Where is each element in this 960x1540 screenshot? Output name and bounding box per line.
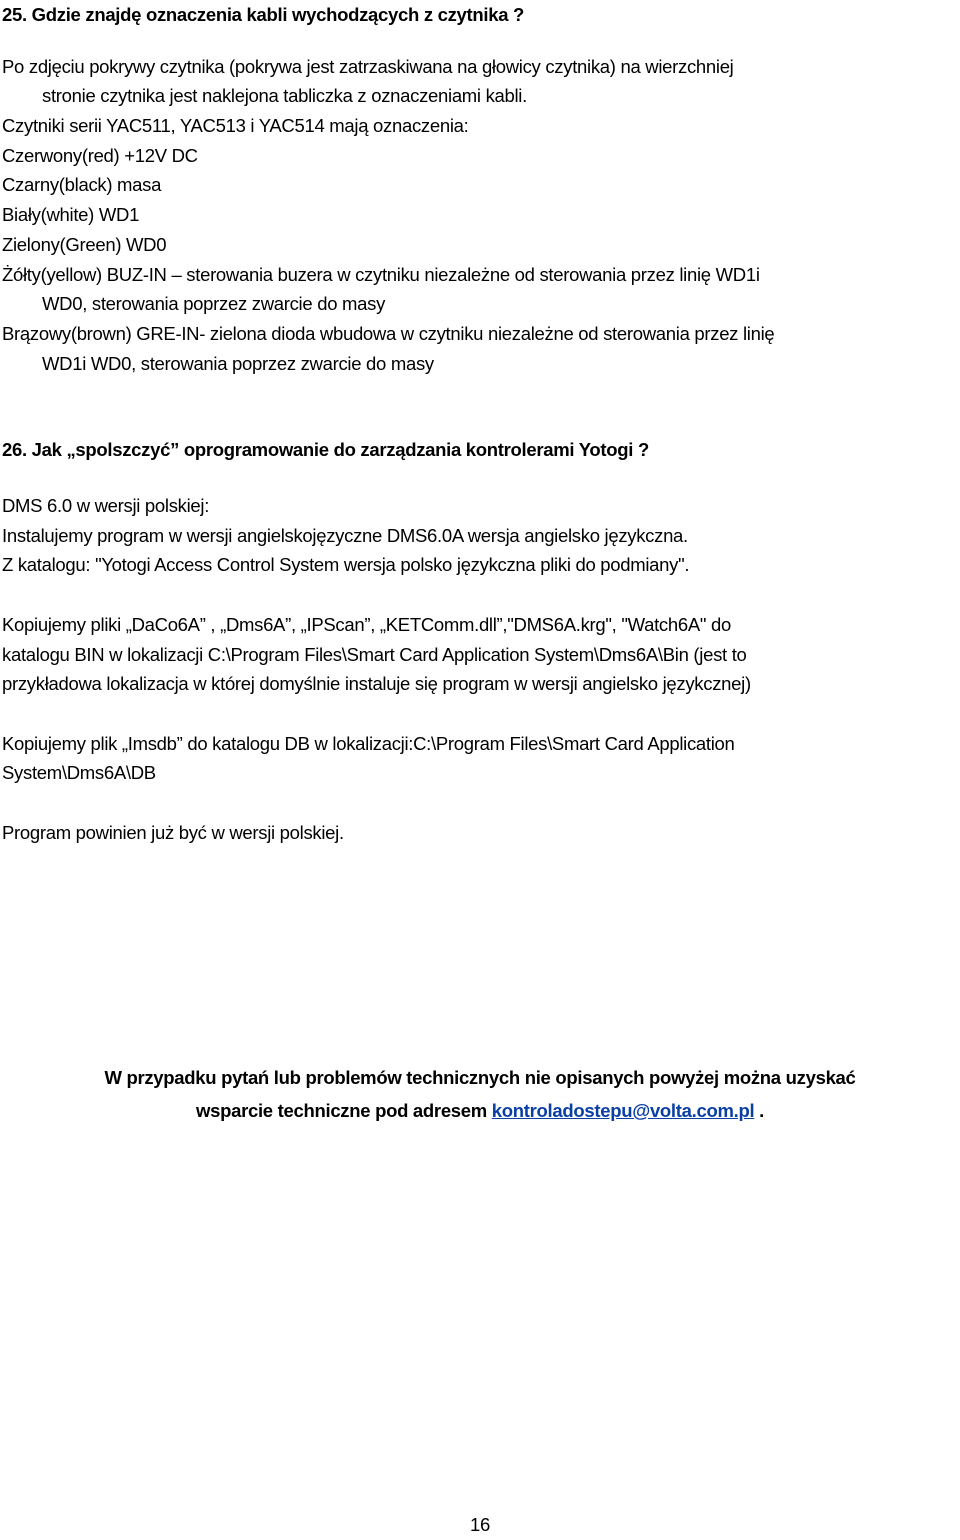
wire-green: Zielony(Green) WD0 <box>2 234 167 255</box>
q26-copy-files-line-1: Kopiujemy pliki „DaCo6A” , „Dms6A”, „IPScan”, „KETComm.dll”,"DMS6A.krg", "Watch6A" do <box>2 614 731 635</box>
q26-catalog-line: Z katalogu: "Yotogi Access Control System wersja polsko językczna pliki do podmiany". <box>2 554 690 575</box>
page-number: 16 <box>470 1514 490 1535</box>
support-line-1: W przypadku pytań lub problemów technicznych nie opisanych powyżej można uzyskać <box>104 1067 856 1088</box>
q26-copy-db-line-1: Kopiujemy plik „Imsdb” do katalogu DB w lokalizacji:C:\Program Files\Smart Card Application <box>2 733 735 754</box>
wire-brown-line-1: Brązowy(brown) GRE-IN- zielona dioda wbudowa w czytniku niezależne od sterowania przez linię <box>2 323 775 344</box>
q26-heading: 26. Jak „spolszczyć” oprogramowanie do zarządzania kontrolerami Yotogi ? <box>2 439 649 460</box>
wire-yellow-line-1: Żółty(yellow) BUZ-IN – sterowania buzera w czytniku niezależne od sterowania przez linię WD1i <box>2 264 760 285</box>
support-line-2-suffix: . <box>754 1100 764 1121</box>
support-line-2-prefix: wsparcie techniczne pod adresem <box>196 1100 492 1121</box>
wire-black: Czarny(black) masa <box>2 174 162 195</box>
q26-copy-files-line-3: przykładowa lokalizacja w której domyślnie instaluje się program w wersji angielsko językcznej) <box>2 673 751 694</box>
wire-yellow-line-2: WD0, sterowania poprzez zwarcie do masy <box>42 293 386 314</box>
q25-series-line: Czytniki serii YAC511, YAC513 i YAC514 mają oznaczenia: <box>2 115 469 136</box>
q25-heading: 25. Gdzie znajdę oznaczenia kabli wychodzących z czytnika ? <box>2 4 525 25</box>
q25-intro-line-2: stronie czytnika jest naklejona tabliczka z oznaczeniami kabli. <box>42 85 527 106</box>
q25-intro-line-1: Po zdjęciu pokrywy czytnika (pokrywa jest zatrzaskiwana na głowicy czytnika) na wierzchniej <box>2 56 734 77</box>
q26-final-line: Program powinien już być w wersji polskiej. <box>2 822 344 843</box>
wire-white: Biały(white) WD1 <box>2 204 140 225</box>
q26-copy-db-line-2: System\Dms6A\DB <box>2 762 156 783</box>
q26-dms-line: DMS 6.0 w wersji polskiej: <box>2 495 210 516</box>
wire-red: Czerwony(red) +12V DC <box>2 145 198 166</box>
support-line-2 <box>0 1096 960 1126</box>
wire-brown-line-2: WD1i WD0, sterowania poprzez zwarcie do masy <box>42 353 434 374</box>
q26-copy-files-line-2: katalogu BIN w lokalizacji C:\Program Files\Smart Card Application System\Dms6A\Bin (jest to <box>2 644 747 665</box>
support-email-link[interactable]: kontroladostepu@volta.com.pl <box>491 1100 755 1121</box>
q26-install-line: Instalujemy program w wersji angielskojęzyczne DMS6.0A wersja angielsko językczna. <box>2 525 688 546</box>
